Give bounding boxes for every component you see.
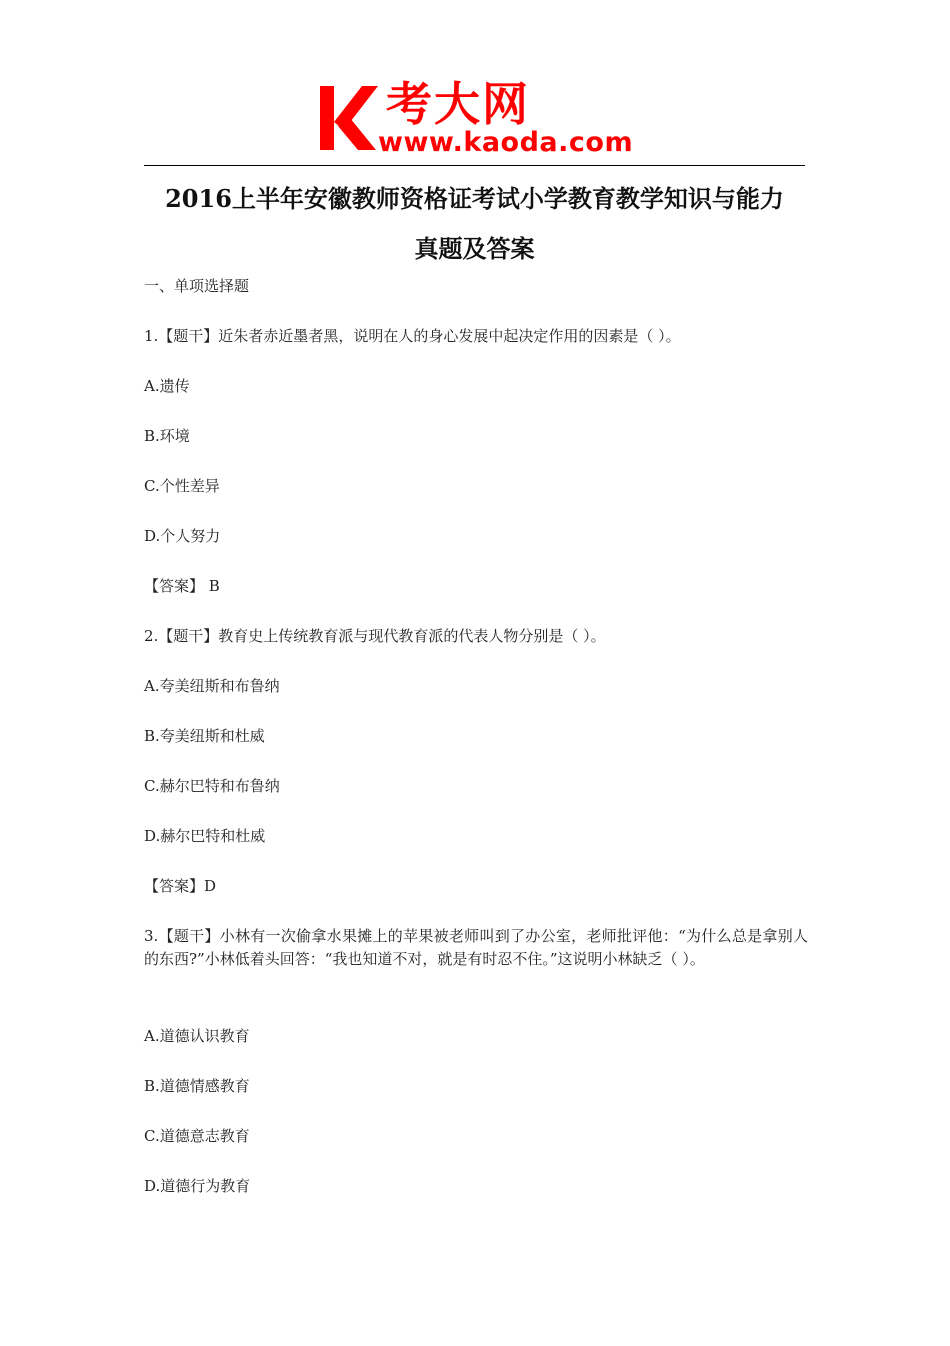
question-3-option-d: D.道德行为教育	[144, 1177, 251, 1195]
question-2-option-d: D.赫尔巴特和杜威	[144, 827, 266, 845]
section-heading: 一、单项选择题	[144, 277, 250, 295]
question-1-option-b: B.环境	[144, 427, 190, 445]
logo-url: www.kaoda.com	[378, 127, 634, 158]
question-2-option-b: B.夸美纽斯和杜威	[144, 727, 265, 745]
question-2-option-c: C.赫尔巴特和布鲁纳	[144, 777, 280, 795]
document-title-line-1: 2016上半年安徽教师资格证考试小学教育教学知识与能力	[165, 184, 784, 213]
logo-chinese-name: 考大网	[386, 77, 530, 131]
question-1-option-d: D.个人努力	[144, 527, 221, 545]
question-1-option-a: A.遗传	[144, 377, 190, 395]
question-2-answer: 【答案】D	[144, 877, 217, 895]
question-1-option-c: C.个性差异	[144, 477, 220, 495]
question-3-option-c: C.道德意志教育	[144, 1127, 250, 1145]
question-2-option-a: A.夸美纽斯和布鲁纳	[144, 677, 280, 695]
header-divider	[144, 165, 805, 166]
site-logo[interactable]	[318, 77, 638, 158]
question-2-stem: 2.【题干】教育史上传统教育派与现代教育派的代表人物分别是（ ）。	[144, 627, 606, 645]
question-1-stem: 1.【题干】近朱者赤近墨者黑，说明在人的身心发展中起决定作用的因素是（ ）。	[144, 327, 681, 345]
question-3-option-a: A.道德认识教育	[144, 1027, 250, 1045]
logo-k-mark-icon	[318, 80, 380, 152]
document-title-line-2: 真题及答案	[414, 234, 535, 263]
question-1-answer: 【答案】 B	[144, 577, 220, 595]
question-3-option-b: B.道德情感教育	[144, 1077, 250, 1095]
question-3-stem: 3.【题干】小林有一次偷拿水果摊上的苹果被老师叫到了办公室，老师批评他：“为什么总是拿别人的东西?”小林低着头回答：“我也知道不对，就是有时忍不住。”这说明小林缺乏（ ）。	[144, 927, 808, 968]
